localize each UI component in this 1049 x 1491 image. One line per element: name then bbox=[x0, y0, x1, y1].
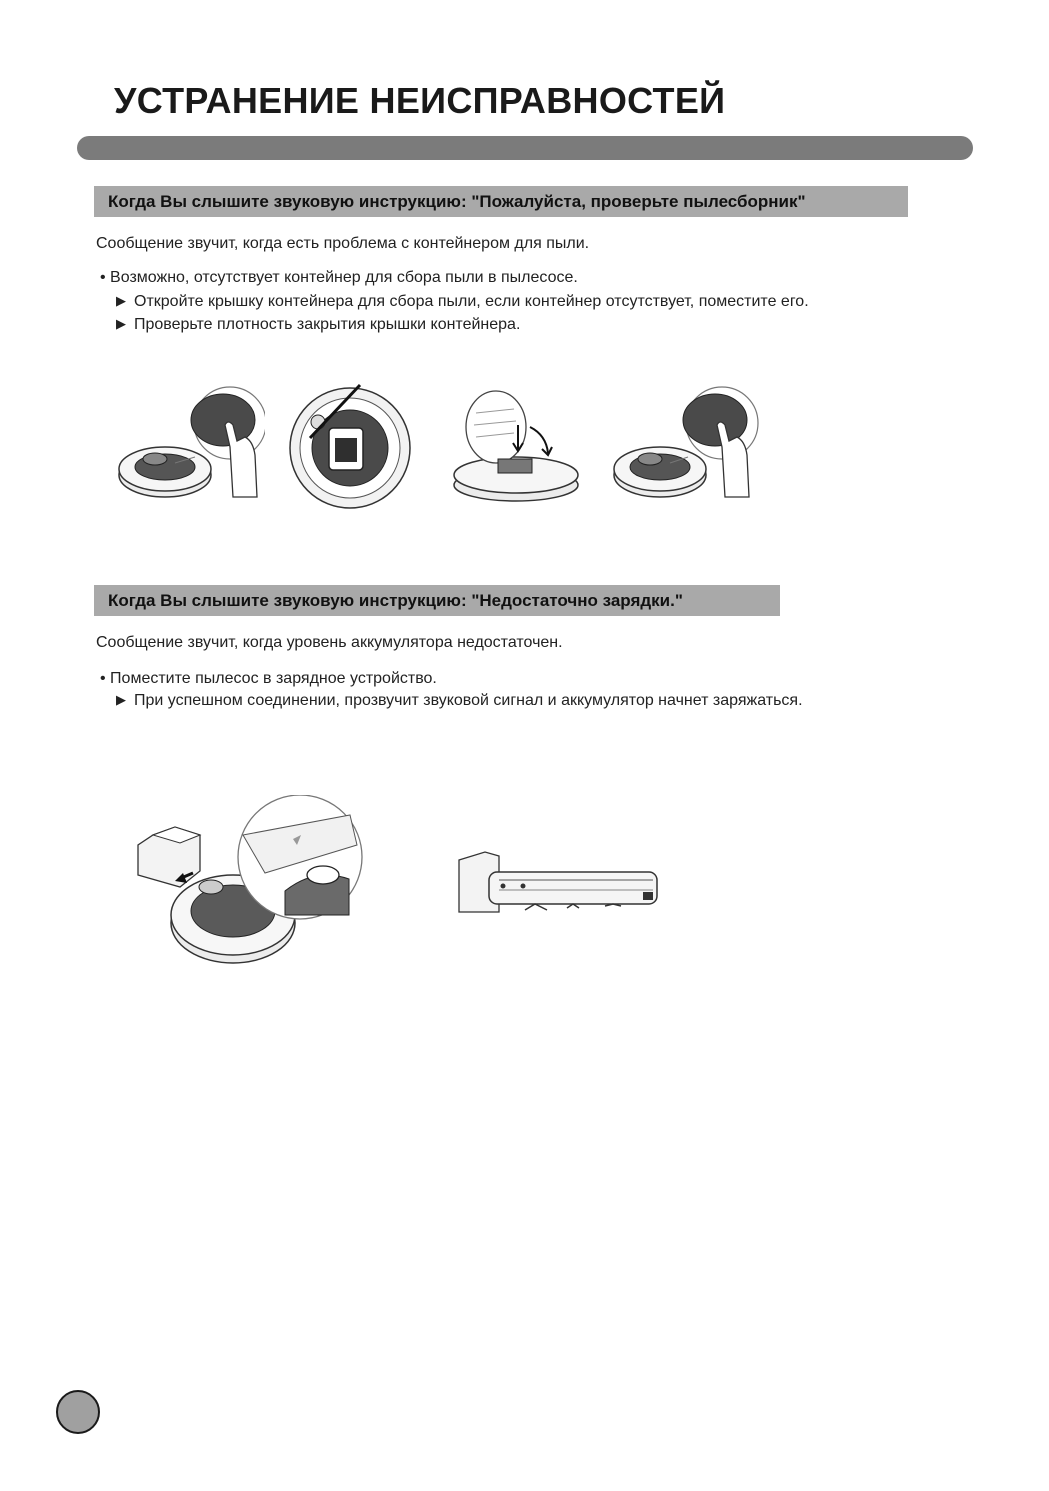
section1-header: Когда Вы слышите звуковую инструкцию: "Пожалуйста, проверьте пылесборник" bbox=[94, 186, 908, 217]
play-arrow-icon: ▶ bbox=[116, 692, 126, 707]
section1-step-2 bbox=[116, 316, 520, 334]
section2-step-1-text: При успешном соединении, прозвучит звуковой сигнал и аккумулятор начнет заряжаться. bbox=[134, 692, 803, 709]
section1-step-1 bbox=[116, 293, 809, 311]
robot-top-view-illustration bbox=[285, 380, 415, 510]
play-arrow-icon: ▶ bbox=[116, 293, 126, 308]
section2-header: Когда Вы слышите звуковую инструкцию: "Недостаточно зарядки." bbox=[94, 585, 780, 616]
robot-close-lid-illustration bbox=[610, 385, 760, 507]
section2-bullet: • Поместите пылесос в зарядное устройство. bbox=[100, 670, 437, 687]
page-number-badge bbox=[56, 1390, 100, 1434]
page-title: УСТРАНЕНИЕ НЕИСПРАВНОСТЕЙ bbox=[114, 80, 726, 121]
section2-description: Сообщение звучит, когда уровень аккумулятора недостаточен. bbox=[96, 634, 563, 651]
section2-step-1 bbox=[116, 692, 803, 710]
play-arrow-icon: ▶ bbox=[116, 316, 126, 331]
robot-open-lid-illustration bbox=[446, 385, 591, 507]
robot-docking-illustration bbox=[135, 795, 365, 975]
section1-bullet: • Возможно, отсутствует контейнер для сбора пыли в пылесосе. bbox=[100, 269, 578, 286]
section1-description: Сообщение звучит, когда есть проблема с контейнером для пыли. bbox=[96, 235, 590, 252]
robot-docked-side-illustration bbox=[455, 850, 665, 925]
title-divider-bar bbox=[77, 136, 973, 160]
section1-step-1-text: Откройте крышку контейнера для сбора пыли, если контейнер отсутствует, поместите его. bbox=[134, 293, 809, 310]
robot-press-lid-illustration bbox=[115, 385, 265, 507]
section1-step-2-text: Проверьте плотность закрытия крышки контейнера. bbox=[134, 316, 521, 333]
